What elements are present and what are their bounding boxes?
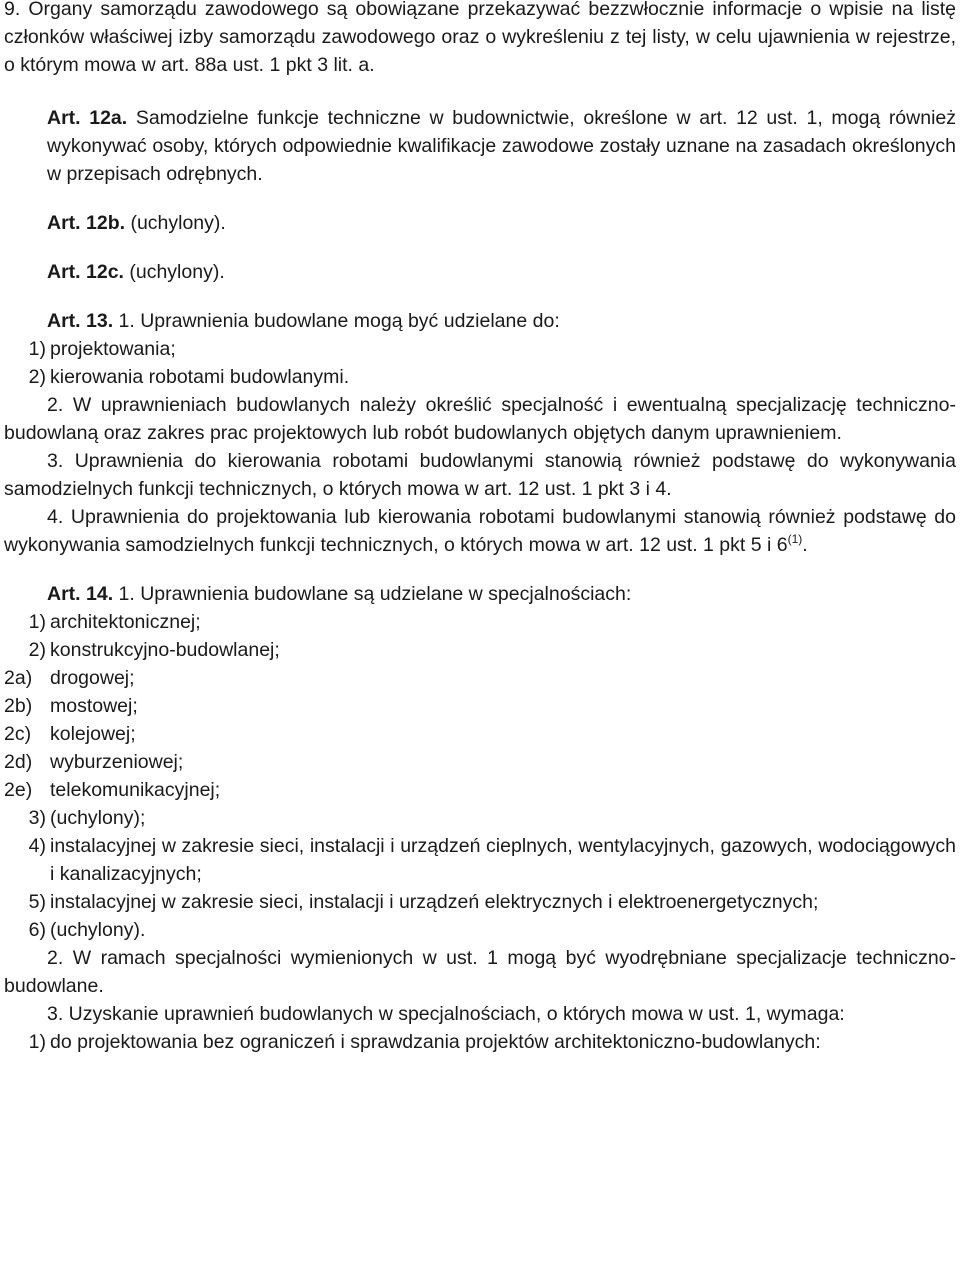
article-12c-text: (uchylony). (123, 261, 225, 283)
list-item-number: 4) (28, 835, 46, 857)
article-13-ust-4-end: . (802, 534, 808, 556)
list-item-number: 1) (28, 338, 46, 360)
article-12c (4, 258, 956, 286)
article-14-ust-2: 2. W ramach specjalności wymienionych w ust. 1 mogą być wyodrębniane specjalizacje techniczno-budowlane. (4, 947, 956, 997)
list-item-number: 2d) (4, 751, 33, 773)
article-13 (4, 307, 956, 335)
article-14-text: 1. Uprawnienia budowlane są udzielane w specjalnościach: (113, 583, 632, 605)
article-14-item (4, 776, 956, 804)
list-item-number: 3) (28, 807, 46, 829)
article-14-label: Art. 14. (47, 583, 114, 605)
list-item-number: 2c) (4, 723, 32, 745)
article-13-ust-4-text: 4. Uprawnienia do projektowania lub kierowania robotami budowlanymi stanowią również podstawę do wykonywania samodzielnych funkcji technicznych, o których mowa w art. 12 ust. 1 pkt 5 i 6 (4, 506, 956, 556)
list-item-number: 1) (28, 1031, 46, 1053)
article-14-item (4, 804, 956, 832)
list-item-number: 5) (28, 891, 46, 913)
article-14-item (4, 664, 956, 692)
article-12b-label: Art. 12b. (47, 212, 126, 234)
list-item-text: instalacyjnej w zakresie sieci, instalacji i urządzeń cieplnych, wentylacyjnych, gazowych, wodociągowych i kanalizacyjnych; (50, 835, 956, 885)
list-item-number: 1) (28, 611, 46, 633)
article-14-ust-3-item (4, 1028, 956, 1056)
article-12b (4, 209, 956, 237)
article-13-item (4, 335, 956, 363)
article-13-ust-4 (4, 503, 956, 559)
list-item-text: drogowej; (50, 667, 135, 689)
list-item-text: konstrukcyjno-budowlanej; (50, 639, 280, 661)
footnote-ref: (1) (787, 532, 803, 546)
list-item-number: 2e) (4, 779, 33, 801)
list-item-text: projektowania; (50, 338, 176, 360)
article-12a-text: Samodzielne funkcje techniczne w budownictwie, określone w art. 12 ust. 1, mogą również wykonywać osoby, których odpowiednie kwalifikacje zawodowe zostały uznane na zasadach określonych w przepisach odrębnych. (47, 107, 957, 185)
article-13-item (4, 363, 956, 391)
article-14-ust-3: 3. Uzyskanie uprawnień budowlanych w specjalnościach, o których mowa w ust. 1, wymaga: (47, 1003, 845, 1025)
list-item-text: do projektowania bez ograniczeń i sprawdzania projektów architektoniczno-budowlanych: (50, 1031, 821, 1053)
list-item-number: 2) (28, 639, 46, 661)
paragraph-9: 9. Organy samorządu zawodowego są obowiązane przekazywać bezzwłocznie informacje o wpisie na listę członków właściwej izby samorządu zawodowego oraz o wykreśleniu z tej listy, w celu ujawnienia w rejestrze, o którym mowa w art. 88a ust. 1 pkt 3 lit. a. (4, 0, 956, 76)
list-item-text: (uchylony); (50, 807, 146, 829)
list-item-text: telekomunikacyjnej; (50, 779, 221, 801)
article-13-label: Art. 13. (47, 310, 114, 332)
list-item-text: mostowej; (50, 695, 138, 717)
list-item-number: 2) (28, 366, 46, 388)
list-item-text: (uchylony). (50, 919, 146, 941)
article-12a (4, 104, 956, 188)
article-14-item (4, 888, 956, 916)
article-12b-text: (uchylony). (125, 212, 226, 234)
article-14-item (4, 636, 956, 664)
list-item-number: 2b) (4, 695, 33, 717)
article-12c-label: Art. 12c. (47, 261, 124, 283)
list-item-number: 2a) (4, 667, 33, 689)
article-13-ust-2: 2. W uprawnieniach budowlanych należy określić specjalność i ewentualną specjalizację techniczno-budowlaną oraz zakres prac projektowych lub robót budowlanych objętych danym uprawnieniem. (4, 394, 956, 444)
article-14 (4, 580, 956, 608)
article-12a-label: Art. 12a. (47, 107, 128, 129)
article-14-item (4, 720, 956, 748)
article-14-item (4, 608, 956, 636)
list-item-text: kierowania robotami budowlanymi. (50, 366, 350, 388)
article-13-text: 1. Uprawnienia budowlane mogą być udzielane do: (113, 310, 560, 332)
article-13-ust-3: 3. Uprawnienia do kierowania robotami budowlanymi stanowią również podstawę do wykonywania samodzielnych funkcji technicznych, o których mowa w art. 12 ust. 1 pkt 3 i 4. (4, 450, 956, 500)
list-item-text: kolejowej; (50, 723, 136, 745)
list-item-text: instalacyjnej w zakresie sieci, instalacji i urządzeń elektrycznych i elektroenergetycznych; (50, 891, 819, 913)
article-14-item (4, 692, 956, 720)
article-14-item (4, 916, 956, 944)
article-14-item (4, 832, 956, 888)
list-item-text: architektonicznej; (50, 611, 201, 633)
list-item-text: wyburzeniowej; (50, 751, 184, 773)
document-page (4, 0, 956, 1056)
list-item-number: 6) (28, 919, 46, 941)
article-14-item (4, 748, 956, 776)
